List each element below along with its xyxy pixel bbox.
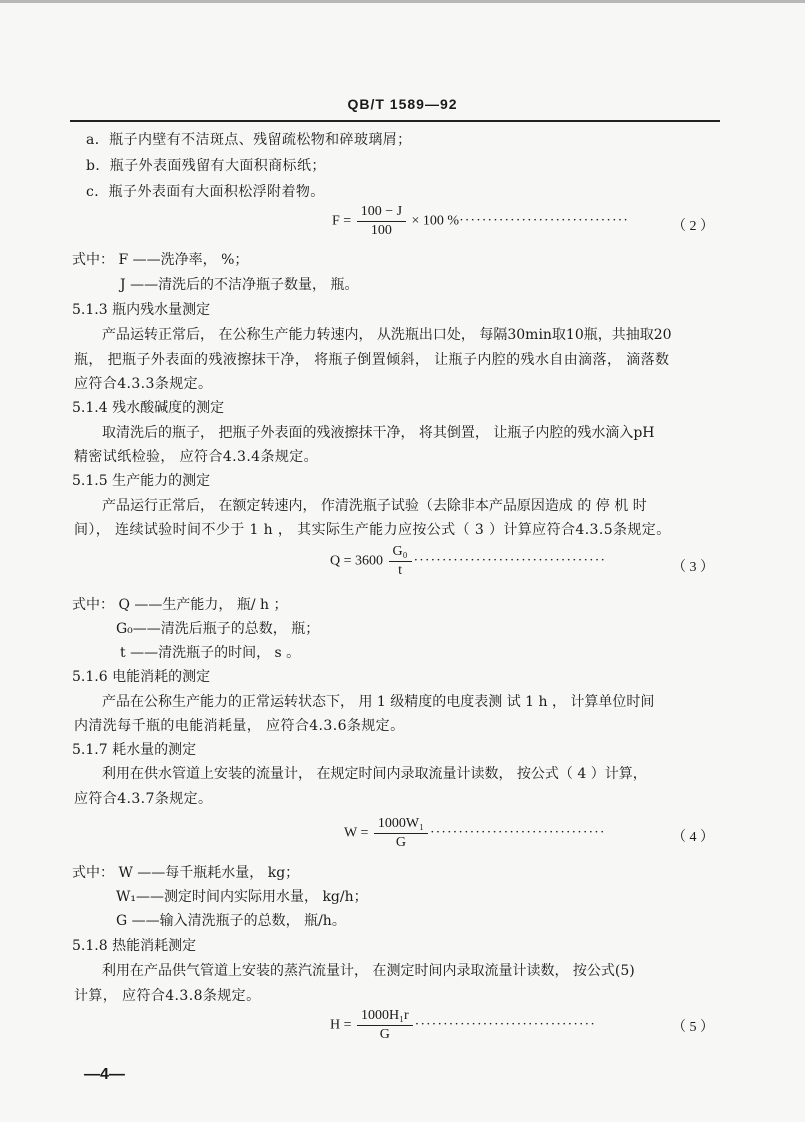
- eq5-leader-dots: ································: [414, 1017, 596, 1033]
- section-5-1-8-para-line2: 计算， 应符合4.3.8条规定。: [74, 988, 261, 1004]
- section-5-1-3-para-line2: 瓶， 把瓶子外表面的残液擦抹干净， 将瓶子倒置倾斜， 让瓶子内腔的残水自由滴落， 滴落数: [74, 352, 670, 368]
- where3-line1: 式中： Q ——生产能力， 瓶/ h ；: [72, 597, 288, 613]
- page-number: —4—: [84, 1066, 125, 1083]
- eq2-number: （ 2 ）: [672, 219, 714, 234]
- where4-line2: W₁——测定时间内实际用水量， kg/h；: [116, 889, 368, 905]
- eq2-leader-dots: ······························: [459, 213, 629, 229]
- eq5-lhs: H =: [330, 1017, 352, 1033]
- section-5-1-4-para-line1: 取清洗后的瓶子， 把瓶子外表面的残液擦抹干净， 将其倒置， 让瓶子内腔的残水滴入pH: [102, 425, 655, 441]
- eq4-leader-dots: ·······························: [429, 825, 606, 841]
- eq5-fraction: [357, 1008, 413, 1043]
- section-5-1-8-para-line1: 利用在产品供气管道上安装的蒸汽流量计， 在测定时间内录取流量计读数， 按公式(5): [102, 963, 635, 979]
- section-5-1-6-para-line2: 内清洗每千瓶的电能消耗量， 应符合4.3.6条规定。: [74, 718, 405, 734]
- list-item-c: c．瓶子外表面有大面积松浮附着物。: [86, 184, 325, 200]
- equation-2: [332, 204, 629, 239]
- where3-line2: G₀——清洗后瓶子的总数， 瓶；: [116, 621, 320, 637]
- list-item-a: a．瓶子内壁有不洁斑点、残留疏松物和碎玻璃屑；: [86, 132, 412, 148]
- section-5-1-5-para-line1: 产品运行正常后， 在额定转速内， 作清洗瓶子试验（去除非本产品原因造成 的 停 机 时: [102, 498, 647, 514]
- eq4-fraction: [374, 816, 428, 851]
- eq3-fraction: [389, 544, 412, 579]
- eq3-leader-dots: ··································: [413, 553, 607, 569]
- eq2-denominator: 100: [370, 223, 392, 238]
- section-5-1-3-title: 5.1.3 瓶内残水量测定: [72, 302, 211, 318]
- where4-line3: G ——输入清洗瓶子的总数， 瓶/h。: [116, 913, 346, 929]
- eq4-lhs: W =: [344, 825, 369, 841]
- section-5-1-7-title: 5.1.7 耗水量的测定: [72, 742, 197, 758]
- eq5-number: （ 5 ）: [672, 1020, 714, 1035]
- section-5-1-5-para-line2: 间）， 连续试验时间不少于 1 h ， 其实际生产能力应按公式（ 3 ）计算应符合4.3.5条规定。: [74, 522, 671, 538]
- eq3-lhs: Q = 3600: [330, 553, 384, 569]
- section-5-1-4-para-line2: 精密试纸检验， 应符合4.3.4条规定。: [74, 449, 319, 465]
- header-rule: [70, 120, 720, 122]
- section-5-1-4-title: 5.1.4 残水酸碱度的测定: [72, 400, 225, 416]
- eq3-numerator: G₀: [389, 544, 412, 562]
- where2-line1: 式中： F ——洗净率， %；: [72, 252, 249, 268]
- where3-line3: t ——清洗瓶子的时间， s 。: [120, 645, 301, 661]
- eq2-lhs: F =: [332, 213, 352, 229]
- eq2-fraction: [357, 204, 406, 239]
- section-5-1-7-para-line2: 应符合4.3.7条规定。: [74, 791, 213, 807]
- where4-line1: 式中： W ——每千瓶耗水量， kg；: [72, 865, 300, 881]
- equation-4: [344, 816, 606, 851]
- eq4-denominator: G: [395, 835, 406, 850]
- equation-5: [330, 1008, 596, 1043]
- section-5-1-7-para-line1: 利用在供水管道上安装的流量计， 在规定时间内录取流量计读数， 按公式（ 4 ）计算，: [102, 766, 647, 782]
- list-item-b: b．瓶子外表面残留有大面积商标纸；: [86, 158, 326, 174]
- section-5-1-8-title: 5.1.8 热能消耗测定: [72, 938, 197, 954]
- eq2-rhs: × 100 %: [411, 213, 460, 229]
- eq4-numerator: 1000W₁: [374, 816, 428, 834]
- page-header: QB/T 1589—92: [347, 96, 458, 112]
- where2-line2: J ——清洗后的不洁净瓶子数量， 瓶。: [120, 277, 359, 293]
- eq3-number: （ 3 ）: [672, 560, 714, 575]
- eq2-numerator: 100 − J: [357, 204, 406, 222]
- section-5-1-6-para-line1: 产品在公称生产能力的正常运转状态下， 用 1 级精度的电度表测 试 1 h ， 计算单位时间: [102, 694, 655, 710]
- section-5-1-3-para-line1: 产品运转正常后， 在公称生产能力转速内， 从洗瓶出口处， 每隔30min取10瓶，共抽取20: [102, 327, 672, 343]
- scan-top-edge: [0, 0, 805, 3]
- eq4-number: （ 4 ）: [672, 830, 714, 845]
- eq5-numerator: 1000H₁r: [357, 1008, 413, 1026]
- equation-3: [330, 544, 606, 579]
- section-5-1-6-title: 5.1.6 电能消耗的测定: [72, 669, 211, 685]
- eq3-denominator: t: [398, 563, 402, 578]
- section-5-1-5-title: 5.1.5 生产能力的测定: [72, 473, 211, 489]
- eq5-denominator: G: [379, 1027, 390, 1042]
- section-5-1-3-para-line3: 应符合4.3.3条规定。: [74, 376, 213, 392]
